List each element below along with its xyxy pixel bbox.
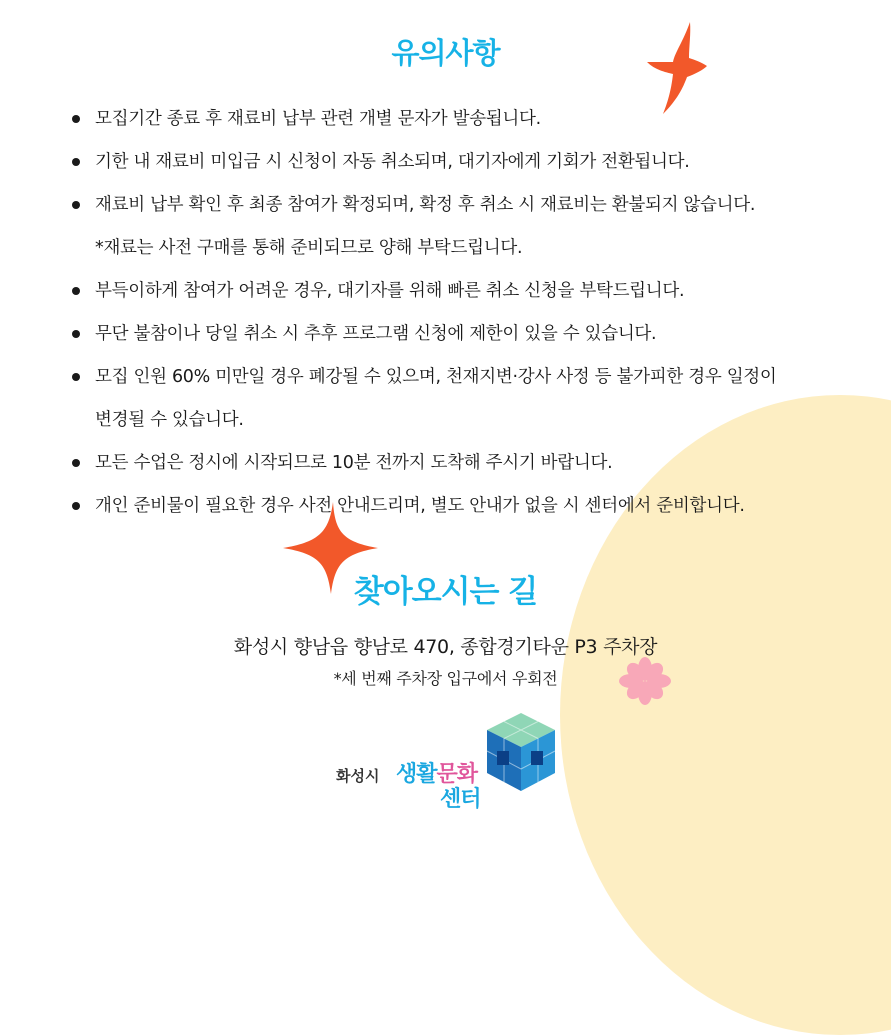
list-item-continuation: 변경될 수 있습니다. bbox=[95, 410, 244, 430]
list-item: 모집기간 종료 후 재료비 납부 관련 개별 문자가 발송됩니다. bbox=[0, 98, 777, 141]
list-item: 무단 불참이나 당일 취소 시 추후 프로그램 신청에 제한이 있을 수 있습니다. bbox=[0, 313, 777, 356]
list-item: 재료비 납부 확인 후 최종 참여가 확정되며, 확정 후 취소 시 재료비는 환불되지 않습니다. *재료는 사전 구매를 통해 준비되므로 양해 부탁드립니다. bbox=[0, 184, 777, 270]
bullet-icon bbox=[72, 158, 80, 166]
notices-list bbox=[0, 98, 777, 528]
list-item: 모든 수업은 정시에 시작되므로 10분 전까지 도착해 주시기 바랍니다. bbox=[0, 442, 777, 485]
list-item-continuation: *재료는 사전 구매를 통해 준비되므로 양해 부탁드립니다. bbox=[95, 238, 523, 258]
address-text: 화성시 향남읍 향남로 470, 종합경기타운 P3 주차장 bbox=[233, 636, 658, 658]
bullet-icon bbox=[72, 373, 80, 381]
notices-title: 유의사항 bbox=[391, 36, 500, 70]
bullet-icon bbox=[72, 330, 80, 338]
bullet-icon bbox=[72, 459, 80, 467]
bullet-icon bbox=[72, 287, 80, 295]
list-item: 개인 준비물이 필요한 경우 사전 안내드리며, 별도 안내가 없을 시 센터에서 준비합니다. bbox=[0, 485, 777, 528]
list-item: 기한 내 재료비 미입금 시 신청이 자동 취소되며, 대기자에게 기회가 전환됩니다. bbox=[0, 141, 777, 184]
logo-brand-text-2: 센터 bbox=[440, 787, 481, 812]
bullet-icon bbox=[72, 502, 80, 510]
directions-title: 찾아오시는 길 bbox=[353, 574, 538, 610]
logo-brand-text: 생활문화 bbox=[396, 762, 478, 787]
logo-city-text: 화성시 bbox=[336, 767, 380, 785]
list-item: 모집 인원 60% 미만일 경우 폐강될 수 있으며, 천재지변·강사 사정 등 불가피한 경우 일정이 변경될 수 있습니다. bbox=[0, 356, 777, 442]
address-note: *세 번째 주차장 입구에서 우회전 bbox=[333, 669, 558, 688]
list-item: 부득이하게 참여가 어려운 경우, 대기자를 위해 빠른 취소 신청을 부탁드립니다. bbox=[0, 270, 777, 313]
logo-cube-icon bbox=[487, 713, 555, 791]
bullet-icon bbox=[72, 201, 80, 209]
bullet-icon bbox=[72, 115, 80, 123]
